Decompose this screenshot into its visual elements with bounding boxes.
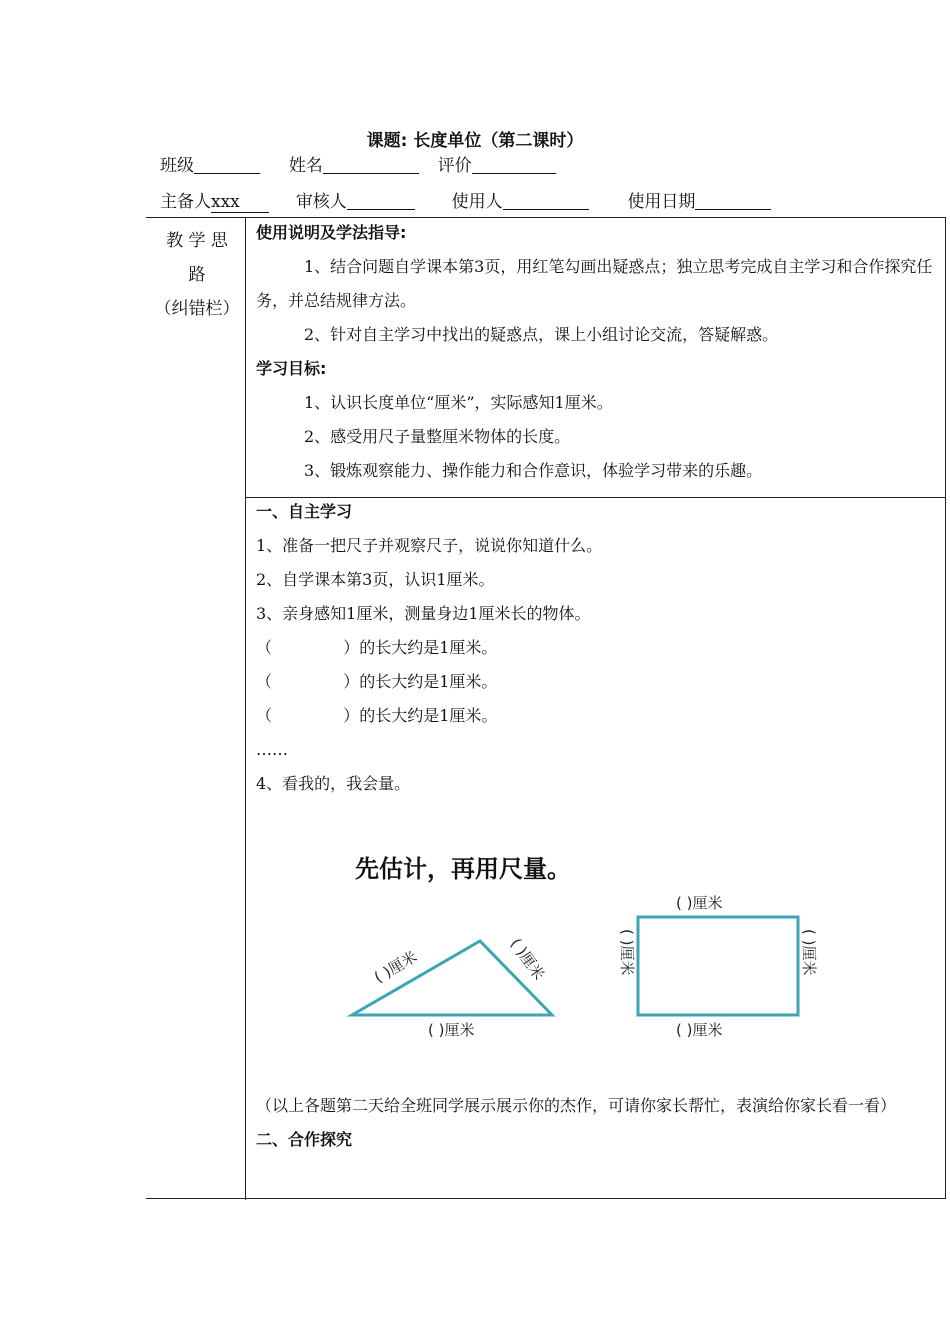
self-study-item-4: 4、看我的，我会量。 (256, 774, 411, 793)
goals-heading: 学习目标: (256, 359, 327, 378)
user-label: 使用人 (451, 192, 503, 212)
goal-3: 3、锻炼观察能力、操作能力和合作意识，体验学习带来的乐趣。 (304, 461, 763, 480)
preparer-label: 主备人 (160, 192, 211, 212)
class-blank[interactable] (194, 156, 260, 174)
class-label: 班级 (160, 156, 194, 176)
preparer-value: xxx (211, 192, 269, 213)
left-col-line-2: 路 (188, 265, 206, 285)
instruction-2: 2、针对自主学习中找出的疑惑点，课上小组讨论交流，答疑解惑。 (304, 325, 779, 344)
rectangle-shape (638, 917, 798, 1015)
note-text: （以上各题第二天给全班同学展示展示你的杰作，可请你家长帮忙，表演给你家长看一看） (256, 1096, 897, 1115)
self-study-section (256, 495, 940, 801)
header-row-1 (160, 151, 556, 176)
eval-blank[interactable] (472, 156, 556, 174)
reviewer-label: 审核人 (295, 192, 347, 212)
triangle-base-label: ( )厘米 (428, 1021, 475, 1039)
self-study-heading: 一、自主学习 (256, 502, 353, 521)
ellipsis: …… (256, 740, 288, 759)
figure-caption: 先估计，再用尺量。 (355, 855, 571, 883)
self-study-item-2: 2、自学课本第3页，认识1厘米。 (256, 570, 495, 589)
self-study-item-3: 3、亲身感知1厘米，测量身边1厘米长的物体。 (256, 604, 591, 623)
reviewer-blank[interactable] (347, 192, 415, 210)
instruction-1: 1、结合问题自学课本第3页，用红笔勾画出疑惑点；独立思考完成自主学习和合作探究任务，并总结规律方法。 (256, 257, 933, 310)
rect-left-label: ( )厘米 (618, 929, 636, 976)
page-title: 课题: 长度单位（第二课时） (366, 131, 584, 151)
note-section (256, 1089, 940, 1157)
left-col-line-3: （纠错栏） (154, 299, 240, 319)
rect-top-label: ( )厘米 (676, 894, 723, 912)
date-blank[interactable] (695, 192, 771, 210)
name-label: 姓名 (288, 156, 323, 176)
date-label: 使用日期 (627, 192, 696, 212)
eval-label: 评价 (437, 156, 472, 176)
rect-bottom-label: ( )厘米 (676, 1021, 723, 1039)
fill-blank-1[interactable]: （ ）的长大约是1厘米。 (256, 638, 498, 657)
name-blank[interactable] (323, 156, 419, 174)
rect-right-label: ( )厘米 (800, 929, 818, 976)
triangle-left-label: ( )厘米 (371, 947, 421, 987)
user-blank[interactable] (503, 192, 589, 210)
column-divider (245, 217, 246, 1200)
left-column (152, 224, 242, 326)
coop-heading: 二、合作探究 (256, 1130, 353, 1149)
header-row-2 (160, 187, 771, 213)
left-col-line-1: 教 学 思 (166, 231, 228, 251)
triangle-right-label: ( )厘米 (506, 934, 549, 984)
goal-2: 2、感受用尺子量整厘米物体的长度。 (304, 427, 571, 446)
goal-1: 1、认识长度单位“厘米”，实际感知1厘米。 (304, 393, 613, 412)
fill-blank-2[interactable]: （ ）的长大约是1厘米。 (256, 672, 498, 691)
self-study-item-1: 1、准备一把尺子并观察尺子，说说你知道什么。 (256, 536, 603, 555)
instructions-heading: 使用说明及学法指导: (256, 223, 407, 242)
instructions-section (256, 216, 940, 488)
fill-blank-3[interactable]: （ ）的长大约是1厘米。 (256, 706, 498, 725)
measure-figure (330, 825, 850, 1065)
